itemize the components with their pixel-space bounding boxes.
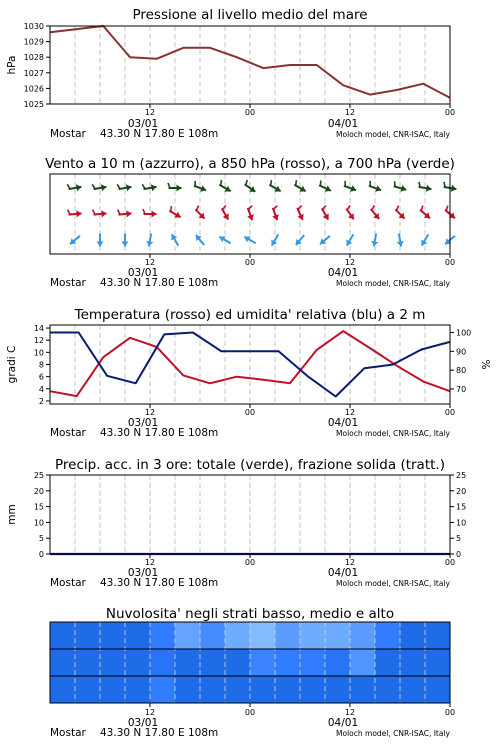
- date-label: 03/01: [127, 717, 159, 729]
- y-tick-label: 1025: [23, 100, 44, 109]
- x-tick-label: 00: [244, 258, 256, 267]
- x-tick-label: 00: [444, 708, 456, 717]
- wind-arrow: [92, 184, 106, 191]
- model-credit: Moloch model, CNR-ISAC, Italy: [336, 130, 450, 139]
- wind-arrow-head: [76, 210, 81, 217]
- station-coords: 43.30 N 17.80 E 108m: [100, 128, 219, 140]
- station-name: Mostar: [50, 277, 86, 289]
- cloud-cell: [325, 676, 351, 703]
- wind-barb: [168, 183, 170, 188]
- y-tick-label: 10: [33, 518, 44, 528]
- y-tick-label: 12: [33, 336, 44, 346]
- wind-barb: [421, 206, 423, 211]
- wind-arrow: [146, 234, 153, 247]
- cloud-cell: [250, 676, 276, 703]
- date-label: 03/01: [127, 567, 159, 579]
- cloud-cell: [425, 676, 451, 703]
- cloud-cell: [250, 649, 276, 676]
- panel-title: Vento a 10 m (azzurro), a 850 hPa (rosso), a 700 hPa (verde): [45, 156, 455, 172]
- cloud-cell: [100, 649, 126, 676]
- y-tick-label: 1029: [23, 37, 44, 47]
- wind-arrow: [70, 236, 80, 244]
- wind-barb: [93, 210, 95, 215]
- cloud-cell: [200, 622, 226, 649]
- cloud-cell: [50, 622, 76, 649]
- date-label: 03/01: [127, 267, 159, 279]
- cloud-cell: [350, 676, 376, 703]
- station-coords: 43.30 N 17.80 E 108m: [100, 427, 219, 439]
- wind-arrow-head: [152, 211, 157, 218]
- y-tick-label-right: 5: [456, 534, 462, 544]
- wind-arrow: [68, 210, 82, 218]
- y-tick-label-right: 20: [456, 486, 467, 496]
- x-tick-label: 12: [344, 408, 356, 417]
- cloud-cell: [275, 676, 301, 703]
- station-name: Mostar: [50, 128, 86, 140]
- cloud-cell: [375, 676, 401, 703]
- wind-barb: [221, 180, 222, 185]
- x-tick-label: 12: [344, 108, 356, 117]
- cloud-cell: [150, 676, 176, 703]
- model-credit: Moloch model, CNR-ISAC, Italy: [336, 579, 450, 588]
- x-tick-label: 00: [444, 558, 456, 567]
- cloud-cell: [150, 649, 176, 676]
- wind-arrow: [97, 234, 104, 247]
- wind-barb: [196, 206, 198, 211]
- y-tick-label: 1030: [23, 22, 44, 31]
- cloud-cell: [300, 649, 326, 676]
- series-line: [50, 331, 450, 396]
- cloud-cell: [400, 622, 426, 649]
- wind-arrow: [271, 234, 278, 245]
- y-tick-label: 15: [33, 502, 44, 512]
- cloud-cell: [175, 649, 201, 676]
- wind-arrow: [247, 206, 254, 220]
- cloud-cell: [125, 622, 151, 649]
- x-tick-label: 00: [444, 408, 456, 417]
- cloud-cell: [100, 622, 126, 649]
- wind-arrow: [196, 235, 204, 245]
- x-tick-label: 12: [144, 108, 156, 117]
- station-coords: 43.30 N 17.80 E 108m: [100, 277, 219, 289]
- wind-barb: [395, 181, 396, 186]
- y-tick-label: 5: [38, 534, 44, 544]
- station-name: Mostar: [50, 427, 86, 439]
- cloud-cell: [425, 622, 451, 649]
- cloud-cell: [50, 676, 76, 703]
- wind-barb: [143, 209, 145, 214]
- cloud-cell: [250, 622, 276, 649]
- wind-arrow: [397, 234, 404, 247]
- y-tick-label-right: 100: [456, 328, 472, 338]
- y-tick-label: 0: [38, 550, 44, 559]
- cloud-cell: [300, 676, 326, 703]
- y-tick-label-right: 0: [456, 550, 462, 559]
- y-tick-label: 1028: [23, 53, 44, 63]
- wind-barb: [446, 206, 448, 211]
- cloud-cell: [325, 622, 351, 649]
- station-coords: 43.30 N 17.80 E 108m: [100, 577, 219, 589]
- wind-barb: [118, 210, 120, 215]
- x-tick-label: 12: [344, 708, 356, 717]
- wind-barb: [396, 206, 398, 211]
- wind-arrow: [67, 184, 81, 191]
- x-tick-label: 00: [444, 108, 456, 117]
- wind-barb: [372, 205, 375, 210]
- x-tick-label: 12: [144, 558, 156, 567]
- y-tick-label-right: 15: [456, 502, 467, 512]
- wind-arrow-head: [126, 210, 131, 217]
- wind-arrow: [142, 184, 156, 191]
- y-tick-label: 6: [38, 372, 44, 382]
- y-axis-label: mm: [6, 504, 18, 525]
- cloud-cell: [425, 649, 451, 676]
- cloud-cell: [50, 649, 76, 676]
- x-tick-label: 00: [244, 408, 256, 417]
- y-tick-label-right: 10: [456, 518, 467, 528]
- wind-arrow: [117, 184, 131, 191]
- date-label: 04/01: [327, 717, 359, 729]
- wind-arrow: [93, 210, 107, 218]
- wind-arrow-head: [97, 242, 104, 247]
- x-tick-label: 00: [244, 108, 256, 117]
- y-axis-label: hPa: [6, 55, 18, 75]
- y-tick-label-right: 25: [456, 471, 467, 480]
- model-credit: Moloch model, CNR-ISAC, Italy: [336, 279, 450, 288]
- wind-barb: [419, 182, 420, 187]
- x-tick-label: 12: [144, 708, 156, 717]
- x-tick-label: 12: [144, 258, 156, 267]
- date-label: 03/01: [127, 417, 159, 429]
- date-label: 04/01: [327, 567, 359, 579]
- cloud-cell: [75, 649, 101, 676]
- cloud-cell: [175, 676, 201, 703]
- cloud-cell: [75, 622, 101, 649]
- cloud-cell: [400, 649, 426, 676]
- panel-title: Precip. acc. in 3 ore: totale (verde), frazione solida (tratt.): [55, 457, 445, 473]
- y-tick-label: 1027: [23, 68, 44, 78]
- y-tick-label-right: 90: [456, 347, 467, 357]
- y-axis-label: gradi C: [6, 345, 18, 384]
- y-tick-label: 4: [38, 384, 44, 394]
- cloud-cell: [225, 649, 251, 676]
- wind-barb: [171, 206, 172, 211]
- y-tick-label-right: 70: [456, 384, 467, 394]
- date-label: 03/01: [127, 118, 159, 130]
- panel-title: Temperatura (rosso) ed umidita' relativa (blu) a 2 m: [74, 307, 426, 323]
- cloud-cell: [225, 622, 251, 649]
- cloud-cell: [75, 676, 101, 703]
- cloud-cell: [150, 622, 176, 649]
- wind-barb: [271, 180, 272, 185]
- wind-arrow: [371, 234, 378, 247]
- panel-title: Pressione al livello medio del mare: [132, 7, 368, 23]
- cloud-cell: [125, 649, 151, 676]
- y-tick-label: 20: [33, 486, 44, 496]
- wind-barb: [296, 180, 297, 185]
- x-tick-label: 00: [244, 558, 256, 567]
- cloud-cell: [300, 622, 326, 649]
- cloud-cell: [275, 622, 301, 649]
- wind-arrow: [118, 210, 132, 218]
- x-tick-label: 00: [444, 258, 456, 267]
- date-label: 04/01: [327, 267, 359, 279]
- wind-arrow: [320, 236, 330, 244]
- cloud-cell: [175, 622, 201, 649]
- y-tick-label: 2: [38, 396, 44, 406]
- cloud-cell: [375, 649, 401, 676]
- wind-arrow: [297, 206, 304, 220]
- wind-arrow-head: [101, 210, 106, 217]
- station-name: Mostar: [50, 727, 86, 739]
- x-tick-label: 12: [344, 558, 356, 567]
- wind-arrow: [272, 206, 279, 220]
- cloud-cell: [125, 676, 151, 703]
- y-axis-label-right: %: [481, 359, 493, 370]
- wind-arrow: [346, 234, 353, 245]
- model-credit: Moloch model, CNR-ISAC, Italy: [336, 729, 450, 738]
- y-tick-label: 14: [33, 324, 44, 334]
- x-tick-label: 12: [344, 258, 356, 267]
- cloud-cell: [325, 649, 351, 676]
- cloud-cell: [225, 676, 251, 703]
- wind-barb: [444, 182, 445, 187]
- wind-arrow: [171, 234, 178, 245]
- station-name: Mostar: [50, 577, 86, 589]
- x-tick-label: 12: [144, 408, 156, 417]
- cloud-cell: [200, 676, 226, 703]
- wind-arrow: [122, 234, 129, 247]
- panel-title: Nuvolosita' negli strati basso, medio e alto: [105, 606, 395, 622]
- y-tick-label-right: 80: [456, 366, 467, 376]
- cloud-cell: [275, 649, 301, 676]
- date-label: 04/01: [327, 118, 359, 130]
- y-tick-label: 25: [33, 471, 44, 480]
- date-label: 04/01: [327, 417, 359, 429]
- wind-arrow: [421, 234, 428, 245]
- model-credit: Moloch model, CNR-ISAC, Italy: [336, 429, 450, 438]
- cloud-cell: [400, 676, 426, 703]
- wind-barb: [68, 210, 70, 215]
- x-tick-label: 00: [244, 708, 256, 717]
- cloud-cell: [350, 649, 376, 676]
- y-tick-label: 8: [38, 360, 44, 370]
- cloud-cell: [375, 622, 401, 649]
- wind-arrow-head: [177, 185, 182, 192]
- cloud-cell: [100, 676, 126, 703]
- wind-arrow-head: [122, 242, 129, 247]
- wind-arrow: [296, 235, 304, 245]
- station-coords: 43.30 N 17.80 E 108m: [100, 727, 219, 739]
- y-tick-label: 1026: [23, 84, 44, 94]
- wind-barb: [246, 180, 247, 185]
- y-tick-label: 10: [33, 348, 44, 358]
- cloud-cell: [200, 649, 226, 676]
- cloud-cell: [350, 622, 376, 649]
